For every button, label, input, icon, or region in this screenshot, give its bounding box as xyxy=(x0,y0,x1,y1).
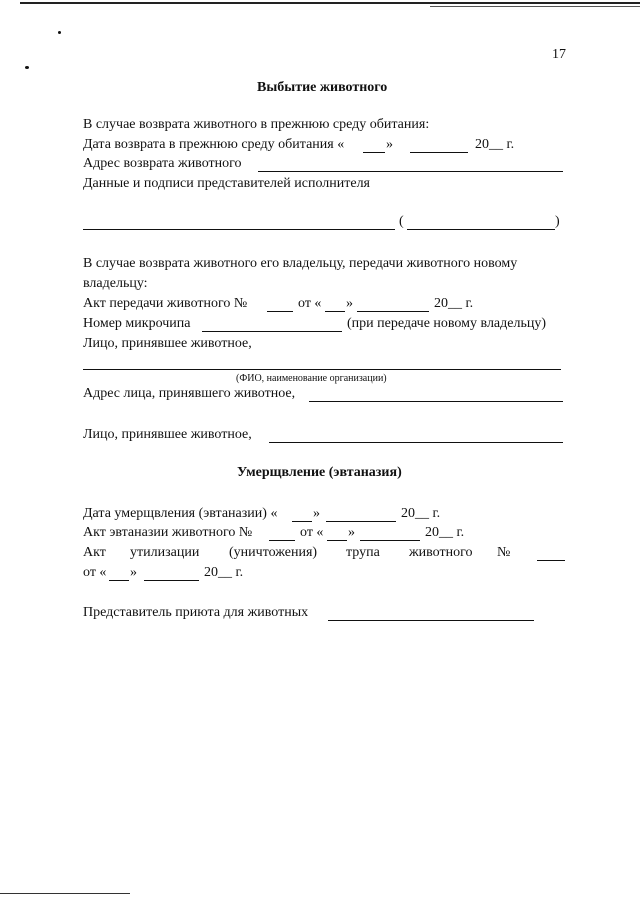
scan-speck xyxy=(58,31,61,34)
scan-speck xyxy=(25,66,29,69)
receiver-address-label: Адрес лица, принявшего животное, xyxy=(83,386,296,401)
transfer-act-label: Акт передачи животного № xyxy=(83,296,248,311)
disposal-year: 20__ г. xyxy=(204,565,244,580)
euthanasia-act-year: 20__ г. xyxy=(425,525,465,540)
section-title-euthanasia: Умерщвление (эвтаназия) xyxy=(237,465,402,480)
disposal-word-6: № xyxy=(497,545,511,560)
paren-close: ) xyxy=(555,214,560,229)
microchip-label: Номер микрочипа xyxy=(83,316,191,331)
return-day-field[interactable] xyxy=(363,152,385,153)
receiver-label-2: Лицо, принявшее животное, xyxy=(83,427,252,442)
executor-name-field[interactable] xyxy=(407,229,555,230)
scan-border-top-secondary xyxy=(430,6,640,7)
transfer-from-label: от « xyxy=(298,296,322,311)
euthanasia-day-field[interactable] xyxy=(292,521,312,522)
scan-border-top xyxy=(20,2,640,4)
microchip-field[interactable] xyxy=(202,331,342,332)
quote-close: » xyxy=(313,506,320,521)
transfer-day-field[interactable] xyxy=(325,311,345,312)
receiver-address-field[interactable] xyxy=(309,401,563,402)
footnote-rule xyxy=(0,893,130,894)
shelter-rep-label: Представитель приюта для животных xyxy=(83,605,309,620)
euthanasia-act-label: Акт эвтаназии животного № xyxy=(83,525,253,540)
return-address-field[interactable] xyxy=(258,171,563,172)
euthanasia-year: 20__ г. xyxy=(401,506,441,521)
fio-caption: (ФИО, наименование организации) xyxy=(236,373,387,384)
disposal-from-label: от « xyxy=(83,565,107,580)
disposal-day-field[interactable] xyxy=(109,580,129,581)
disposal-word-1: Акт xyxy=(83,545,106,560)
disposal-word-2: утилизации xyxy=(130,545,200,560)
receiver-signature-field[interactable] xyxy=(269,442,563,443)
executor-signature-field[interactable] xyxy=(83,229,395,230)
shelter-rep-signature-field[interactable] xyxy=(328,620,534,621)
euthanasia-month-field[interactable] xyxy=(326,521,396,522)
return-habitat-heading: В случае возврата животного в прежнюю среду обитания: xyxy=(83,117,430,132)
euthanasia-act-day-field[interactable] xyxy=(327,540,347,541)
euthanasia-act-month-field[interactable] xyxy=(360,540,420,541)
quote-close: » xyxy=(346,296,353,311)
quote-close: » xyxy=(348,525,355,540)
executor-signatures-label: Данные и подписи представителей исполнителя xyxy=(83,176,370,191)
return-address-label: Адрес возврата животного xyxy=(83,156,242,171)
return-date-label: Дата возврата в прежнюю среду обитания « xyxy=(83,137,345,152)
receiver-name-field[interactable] xyxy=(83,369,561,370)
receiver-label: Лицо, принявшее животное, xyxy=(83,336,252,351)
transfer-year: 20__ г. xyxy=(434,296,474,311)
quote-close: » xyxy=(386,137,393,152)
disposal-month-field[interactable] xyxy=(144,580,199,581)
return-year: 20__ г. xyxy=(475,137,515,152)
paren-open: ( xyxy=(399,214,404,229)
return-owner-heading-line1: В случае возврата животного его владельцу, передачи животного новому xyxy=(83,256,518,271)
euthanasia-date-label: Дата умерщвления (эвтаназии) « xyxy=(83,506,278,521)
microchip-note: (при передаче новому владельцу) xyxy=(347,316,547,331)
euthanasia-from-label: от « xyxy=(300,525,324,540)
section-title-disposal: Выбытие животного xyxy=(257,80,388,95)
return-owner-heading-line2: владельцу: xyxy=(83,276,148,291)
transfer-act-number-field[interactable] xyxy=(267,311,293,312)
page-number: 17 xyxy=(552,47,566,62)
quote-close: » xyxy=(130,565,137,580)
euthanasia-act-number-field[interactable] xyxy=(269,540,295,541)
return-month-field[interactable] xyxy=(410,152,468,153)
disposal-word-5: животного xyxy=(409,545,473,560)
transfer-month-field[interactable] xyxy=(357,311,429,312)
disposal-word-3: (уничтожения) xyxy=(229,545,318,560)
disposal-act-number-field[interactable] xyxy=(537,560,565,561)
disposal-word-4: трупа xyxy=(346,545,380,560)
